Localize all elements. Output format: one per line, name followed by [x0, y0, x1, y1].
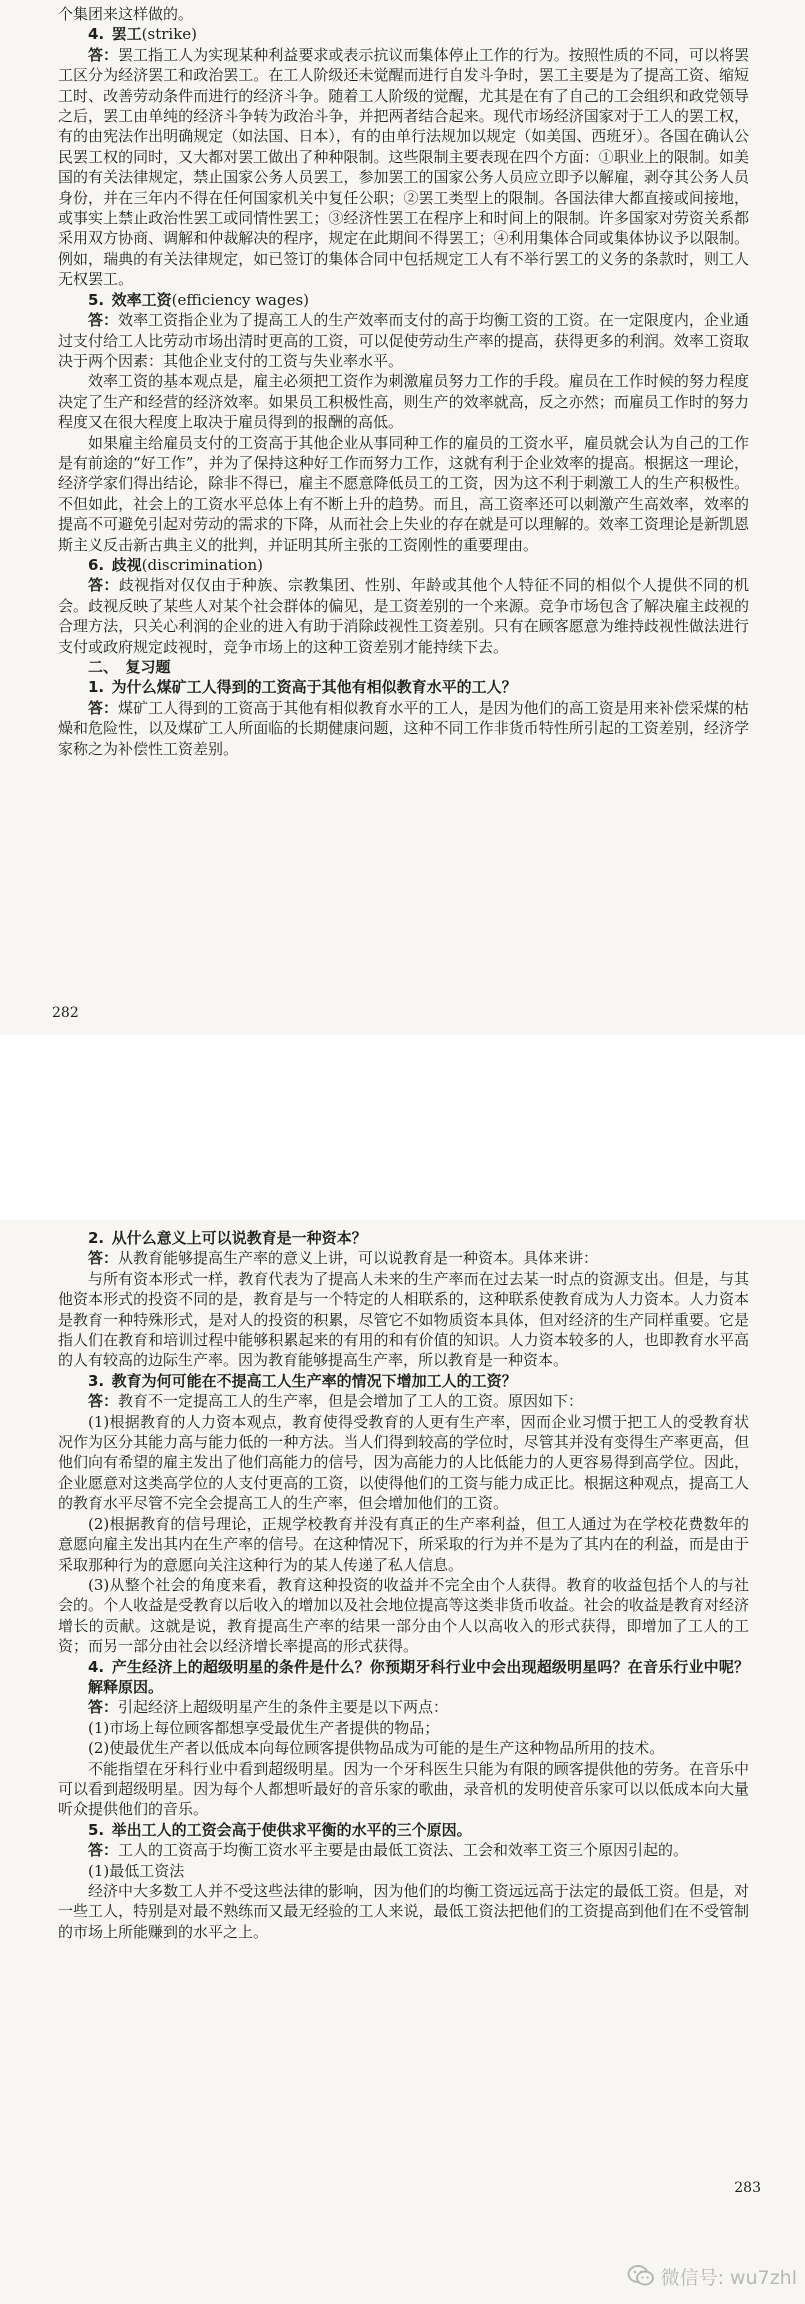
body-paragraph: 如果雇主给雇员支付的工资高于其他企业从事同种工作的雇员的工资水平，雇员就会认为自己的工作是有前途的“好工作”，并为了保持这种好工作而努力工作，这就有利于企业效率的提高。根据这一理论，经济学家们得出结论，除非不得已，雇主不愿意降低员工的工资，因为这不利于刺激工人的生产积极性。不但如此，社会上的工资水平总体上有不断上升的趋势。而且，高工资率还可以刺激产生高效率，效率的提高不可避免引起对劳动的需求的下降，从而社会上失业的存在就是可以理解的。效率工资理论是新凯恩斯主义反击新古典主义的批判，并证明其所主张的工资刚性的重要理由。: [58, 433, 749, 554]
heading-title: 罢工: [111, 25, 142, 44]
section-heading: [88, 1371, 749, 1391]
page-283-text: [58, 1228, 749, 2248]
section-heading: [88, 1657, 749, 1698]
answer-text: 煤矿工人得到的工资高于其他有相似教育水平的工人，是因为他们的高工资是用来补偿采煤的枯燥和危险性，以及煤矿工人所面临的长期健康问题，这种不同工作非货币特性所引起的工资差别，经济学家称之为补偿性工资差别。: [58, 698, 749, 758]
answer-paragraph: [58, 1840, 749, 1860]
heading-title: 效率工资: [111, 290, 172, 309]
heading-title: 举出工人的工资会高于使供求平衡的水平的三个原因。: [111, 1820, 472, 1839]
body-paragraph: 不能指望在牙科行业中看到超级明星。因为一个牙科医生只能为有限的顾客提供他的劳务。在音乐中可以看到超级明星。因为每个人都想听最好的音乐家的歌曲，录音机的发明使音乐家可以以低成本向大量听众提供他们的音乐。: [58, 1759, 749, 1819]
body-paragraph: (1)最低工资法: [88, 1861, 185, 1880]
wechat-watermark: [627, 2262, 797, 2290]
heading-number: 4.: [88, 25, 105, 44]
answer-paragraph: [58, 698, 749, 759]
body-paragraph: 效率工资的基本观点是，雇主必须把工资作为刺激雇员努力工作的手段。雇员在工作时候的努力程度决定了生产和经营的经济效率。如果员工积极性高，则生产的效率就高，反之亦然；而雇员工作时的努力程度又在很大程度上取决于雇员得到的报酬的高低。: [58, 372, 749, 432]
heading-number: 3.: [88, 1371, 105, 1390]
heading-title: 从什么意义上可以说教育是一种资本？: [111, 1229, 367, 1247]
heading-title: 复习题: [125, 658, 171, 676]
answer-text: 歧视指对仅仅由于种族、宗教集团、性别、年龄或其他个人特征不同的相似个人提供不同的机会。歧视反映了某些人对某个社会群体的偏见，是工资差别的一个来源。竞争市场包含了解决雇主歧视的合理方法，只关心利润的企业的进入有助于消除歧视性工资差别。只有在顾客愿意为维持歧视性做法进行支付或政府规定歧视时，竞争市场上的这种工资差别才能持续下去。: [58, 576, 749, 656]
heading-title: 为什么煤矿工人得到的工资高于其他有相似教育水平的工人？: [111, 678, 517, 697]
heading-number: 4.: [88, 1657, 105, 1676]
heading-number: 5.: [88, 290, 105, 309]
answer-paragraph: [58, 575, 749, 657]
section-heading: [88, 1228, 749, 1248]
body-paragraph: (2)根据教育的信号理论，正规学校教育并没有真正的生产率利益，但工人通过为在学校花费数年的意愿向雇主发出其内在生产率的信号。在这种情况下，所采取的行为并不是为了其内在的利益，而是由于采取那种行为的意愿向关注这种行为的某人传递了私人信息。: [58, 1514, 749, 1574]
section-heading: [88, 555, 749, 575]
body-paragraph: (1)根据教育的人力资本观点，教育使得受教育的人更有生产率，因而企业习惯于把工人的受教育状况作为区分其能力高与能力低的一种方法。当人们得到较高的学位时，尽管其并没有变得生产率更高，但他们向有希望的雇主发出了他们高能力的信号，因为高能力的人比低能力的人更容易得到高学位。因此，企业愿意对这类高学位的人支付更高的工资，以使得他们的工资与能力成正比。根据这种观点，提高工人的教育水平尽管不完全会提高工人的生产率，但会增加他们的工资。: [58, 1412, 749, 1513]
body-paragraph: 经济中大多数工人并不受这些法律的影响，因为他们的均衡工资远远高于法定的最低工资。但是，对一些工人，特别是对最不熟练而又最无经验的工人来说，最低工资法把他们的工资提高到他们在不受管制的市场上所能赚到的水平之上。: [58, 1882, 749, 1941]
heading-number: 二、: [88, 658, 119, 676]
answer-paragraph: [58, 1697, 749, 1717]
section-heading: [88, 677, 749, 697]
page-number: 282: [52, 1005, 79, 1021]
answer-text: 教育不一定提高工人的生产率，但是会增加了工人的工资。原因如下：: [118, 1392, 584, 1411]
answer-paragraph: [58, 45, 749, 290]
answer-text: 工人的工资高于均衡工资水平主要是由最低工资法、工会和效率工资三个原因引起的。: [118, 1841, 689, 1860]
answer-label: 答：: [88, 45, 119, 64]
heading-title: 歧视: [111, 555, 142, 574]
heading-english-term: (discrimination): [141, 555, 263, 574]
heading-english-term: (efficiency wages): [171, 290, 310, 309]
answer-text: 从教育能够提高生产率的意义上讲，可以说教育是一种资本。具体来讲：: [118, 1249, 599, 1268]
heading-number: 5.: [88, 1820, 105, 1839]
answer-text: 效率工资指企业为了提高工人的生产效率而支付的高于均衡工资的工资。在一定限度内，企业通过支付给工人比劳动市场出清时更高的工资，可以促使劳动生产率的提高，获得更多的利润。效率工资取决于两个因素：其他企业支付的工资与失业率水平。: [58, 311, 749, 370]
answer-label: 答：: [88, 1249, 119, 1268]
body-paragraph: (2)使最优生产者以低成本向每位顾客提供物品成为可能的是生产这种物品所用的技术。: [88, 1739, 665, 1758]
body-paragraph: (1)市场上每位顾客都想享受最优生产者提供的物品；: [88, 1718, 440, 1737]
heading-title: 教育为何可能在不提高工人生产率的情况下增加工人的工资？: [111, 1371, 517, 1390]
answer-label: 答：: [88, 698, 119, 717]
answer-label: 答：: [88, 1841, 119, 1860]
book-page-283: [0, 1220, 805, 2304]
answer-paragraph: [58, 310, 749, 371]
body-paragraph: 与所有资本形式一样，教育代表为了提高人未来的生产率而在过去某一时点的资源支出。但是，与其他资本形式的投资不同的是，教育是与一个特定的人相联系的，这种联系使教育成为人力资本。人力资本是教育一种特殊形式，是对人的投资的积累，尽管它不如物质资本具体，但对经济的生产同样重要。它是指人们在教育和培训过程中能够积累起来的有用的和有价值的知识。人力资本较多的人，也即教育水平高的人有较高的边际生产率。因为教育能够提高生产率，所以教育是一种资本。: [58, 1269, 749, 1370]
page-282-text: [58, 4, 749, 964]
watermark-text: 微信号: wu7zhl: [660, 2266, 797, 2289]
answer-paragraph: [58, 1391, 749, 1411]
heading-title: 产生经济上的超级明星的条件是什么？你预期牙科行业中会出现超级明星吗？在音乐行业中呢？解释原因。: [88, 1657, 749, 1696]
page-number: 283: [734, 2180, 761, 2196]
heading-number: 1.: [88, 678, 105, 697]
section-heading: [88, 290, 749, 310]
heading-english-term: (strike): [141, 25, 198, 44]
book-page-282: [0, 0, 805, 1035]
answer-text: 引起经济上超级明星产生的条件主要是以下两点：: [118, 1698, 449, 1717]
answer-label: 答：: [88, 1392, 119, 1411]
wechat-icon: [627, 2264, 655, 2288]
body-paragraph: 个集团来这样做的。: [58, 5, 194, 23]
answer-paragraph: [58, 1248, 749, 1268]
section-heading: [88, 24, 749, 44]
answer-label: 答：: [88, 311, 119, 330]
section-heading: [88, 657, 749, 677]
section-heading: [88, 1820, 749, 1840]
body-paragraph: (3)从整个社会的角度来看，教育这种投资的收益并不完全由个人获得。教育的收益包括个人的与社会的。个人收益是受教育以后收入的增加以及社会地位提高等这类非货币收益。社会的收益是教育对经济增长的贡献。这就是说，教育提高生产率的结果一部分由个人以高收入的形式获得，即增加了工人的工资；而另一部分由社会以经济增长率提高的形式获得。: [58, 1575, 749, 1656]
answer-text: 罢工指工人为实现某种利益要求或表示抗议而集体停止工作的行为。按照性质的不同，可以将罢工区分为经济罢工和政治罢工。在工人阶级还未觉醒而进行自发斗争时，罢工主要是为了提高工资、缩短工时、改善劳动条件而进行的经济斗争。随着工人阶级的觉醒，尤其是在有了自己的工会组织和政党领导之后，罢工由单纯的经济斗争转为政治斗争，并把两者结合起来。现代市场经济国家对于工人的罢工权，有的由宪法作出明确规定（如法国、日本），有的由单行法规加以规定（如美国、西班牙）。各国在确认公民罢工权的同时，又大都对罢工做出了种种限制。这些限制主要表现在四个方面：①职业上的限制。如美国的有关法律规定，禁止国家公务人员罢工，参加罢工的国家公务人员应立即予以解雇，剥夺其公务人员身份，并在三年内不得在任何国家机关中复任公职；②罢工类型上的限制。各国法律大都直接或间接地，或事实上禁止政治性罢工或同情性罢工；③经济性罢工在程序上和时间上的限制。许多国家对劳资关系都采用双方协商、调解和仲裁解决的程序，规定在此期间不得罢工；④利用集体合同或集体协议予以限制。例如，瑞典的有关法律规定，如已签订的集体合同中包括规定工人有不举行罢工的义务的条款时，则工人无权罢工。: [58, 45, 749, 289]
answer-label: 答：: [88, 1698, 119, 1717]
heading-number: 2.: [88, 1229, 105, 1247]
answer-label: 答：: [88, 576, 119, 595]
heading-number: 6.: [88, 555, 105, 574]
